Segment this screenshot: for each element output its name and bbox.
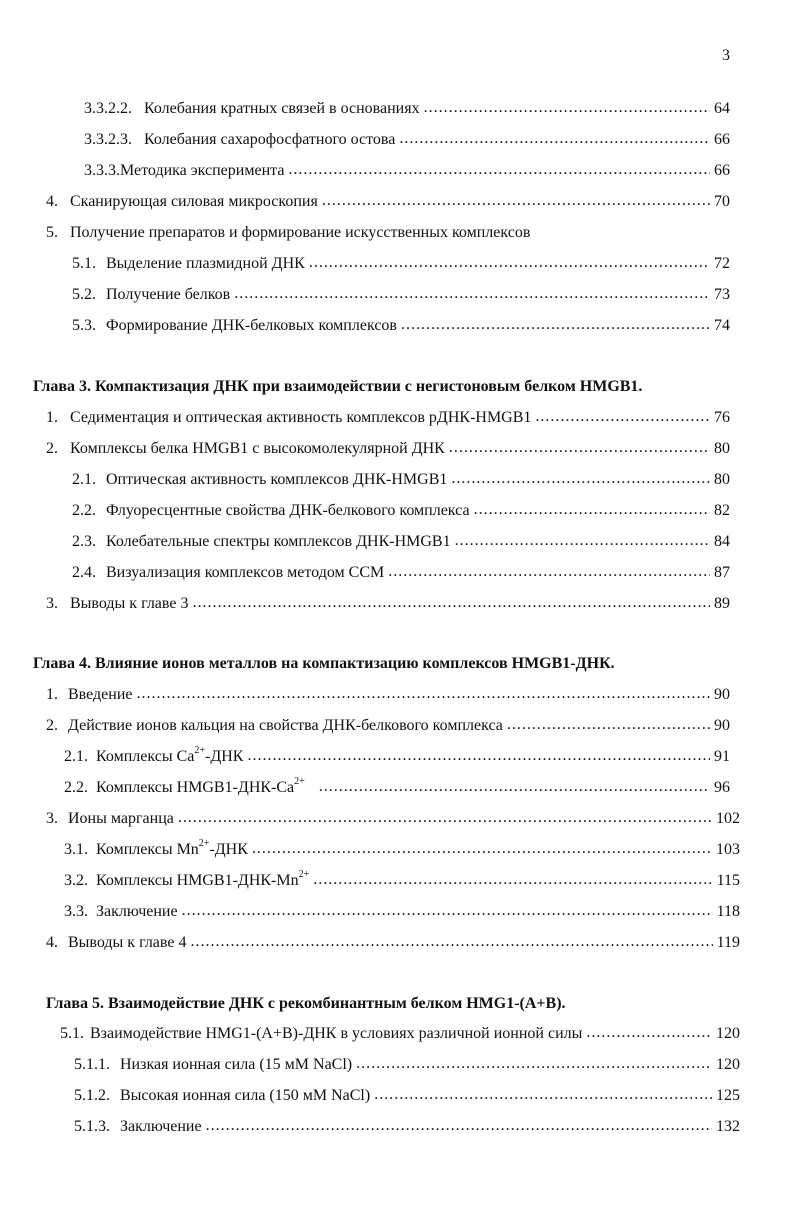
entry-title: Флуоресцентные свойства ДНК-белкового комплекса: [106, 502, 470, 519]
leader-dots: [313, 870, 712, 890]
page-number: 3: [722, 47, 730, 64]
toc-entry-ch4-2-2: [64, 775, 730, 798]
entry-title: Формирование ДНК-белковых комплексов: [106, 317, 397, 334]
entry-title: [88, 775, 305, 798]
entry-page: 96: [714, 779, 730, 796]
entry-number: 5.1.2.: [74, 1087, 110, 1104]
entry-title: Оптическая активность комплексов ДНК-HMGB1: [106, 471, 448, 488]
entry-number: 5.1.: [72, 255, 96, 272]
charge-superscript: 2+: [294, 775, 305, 787]
toc-entry-ch4-2: [46, 716, 730, 736]
leader-dots: [586, 1023, 712, 1043]
charge-superscript: 2+: [194, 744, 205, 756]
toc-entry-ch3-2-3: [72, 532, 730, 552]
entry-title: Ионы марганца: [68, 810, 174, 827]
toc-entry-ch3-1: [46, 408, 730, 428]
entry-number: 4.: [46, 934, 58, 951]
leader-dots: [535, 407, 710, 427]
leader-dots: [474, 500, 710, 520]
entry-page: 74: [714, 317, 730, 334]
entry-title-suffix: -ДНК: [209, 841, 248, 858]
entry-title-text: Комплексы Ca: [96, 748, 195, 765]
leader-dots: [206, 1116, 712, 1136]
leader-dots: [322, 191, 710, 211]
toc-entry-ch4-3-1: [64, 837, 740, 860]
toc-entry-ch3-2-2: [72, 501, 730, 521]
leader-dots: [399, 129, 710, 149]
toc-entry-ch4-4: [46, 933, 740, 953]
entry-title: Выводы к главе 3: [70, 595, 189, 612]
entry-number: 3.: [46, 595, 58, 612]
entry-title: Выводы к главе 4: [68, 934, 187, 951]
entry-title: Действие ионов кальция на свойства ДНК-белкового комплекса: [68, 717, 503, 734]
leader-dots: [182, 901, 713, 921]
leader-dots: [455, 531, 710, 551]
chapter-3-heading: Глава 3. Компактизация ДНК при взаимодействии с негистоновым белком HMGB1.: [33, 378, 643, 395]
entry-number: 5.1.: [60, 1025, 84, 1042]
entry-title: Колебательные спектры комплексов ДНК-HMGB1: [106, 533, 451, 550]
entry-number: 5.: [46, 224, 58, 241]
entry-title: Взаимодействие HMG1-(A+B)-ДНК в условиях различной ионной силы: [90, 1025, 583, 1042]
toc-entry-ch3-3: [46, 594, 730, 614]
toc-entry-ch4-3: [46, 809, 740, 829]
leader-dots: [252, 839, 712, 859]
charge-superscript: 2+: [198, 837, 210, 849]
toc-entry-4: [46, 192, 730, 212]
entry-page: 80: [714, 440, 730, 457]
leader-dots: [319, 777, 710, 797]
entry-page: 102: [716, 810, 740, 827]
entry-page: 64: [714, 100, 730, 117]
entry-number: 2.: [46, 717, 58, 734]
entry-number: 3.: [46, 810, 58, 827]
toc-entry-5-2: [72, 285, 730, 305]
entry-page: 120: [716, 1025, 740, 1042]
leader-dots: [190, 932, 712, 952]
entry-page: 90: [714, 717, 730, 734]
entry-number: 5.2.: [72, 286, 96, 303]
entry-page: 80: [714, 471, 730, 488]
toc-entry-ch3-2: [46, 439, 730, 459]
toc-entry-ch3-2-1: [72, 470, 730, 490]
toc-entry-ch5-5-1-2: [74, 1086, 740, 1106]
toc-entry-ch4-2-1: [64, 744, 730, 767]
leader-dots: [451, 469, 710, 489]
entry-title: Методика эксперимента: [120, 162, 285, 179]
entry-title: [88, 868, 310, 891]
entry-page: 90: [714, 686, 730, 703]
entry-number: 2.2.: [64, 779, 88, 796]
entry-title: Заключение: [96, 903, 178, 920]
entry-title: Сканирующая силовая микроскопия: [70, 193, 318, 210]
toc-entry-ch5-5-1-3: [74, 1117, 740, 1137]
entry-number: 3.1.: [64, 841, 88, 858]
leader-dots: [507, 715, 710, 735]
entry-number: 2.1.: [64, 748, 88, 765]
entry-number: 5.3.: [72, 317, 96, 334]
leader-dots: [424, 98, 710, 118]
leader-dots: [192, 593, 710, 613]
entry-title: Колебания кратных связей в основаниях: [144, 100, 420, 117]
entry-title: Седиментация и оптическая активность комплексов рДНК-HMGB1: [70, 409, 532, 426]
entry-page: 103: [716, 841, 740, 858]
entry-title: Получение белков: [106, 286, 231, 303]
entry-page: 73: [714, 286, 730, 303]
entry-page: 66: [714, 131, 730, 148]
entry-title: Заключение: [120, 1118, 202, 1135]
entry-title: Комплексы белка HMGB1 с высокомолекулярной ДНК: [70, 440, 445, 457]
entry-number: 1.: [46, 409, 58, 426]
entry-number: 5.1.3.: [74, 1118, 110, 1135]
leader-dots: [247, 746, 710, 766]
entry-page: 72: [714, 255, 730, 272]
entry-title: Высокая ионная сила (150 мМ NaCl): [120, 1087, 371, 1104]
entry-number: 1.: [46, 686, 58, 703]
entry-page: 82: [714, 502, 730, 519]
entry-page: 91: [714, 748, 730, 765]
chapter-5-heading: Глава 5. Взаимодействие ДНК с рекомбинантным белком HMG1-(A+B).: [46, 995, 566, 1012]
entry-number: 3.3.3.: [84, 162, 120, 179]
leader-dots: [234, 284, 710, 304]
toc-entry-3-3-2-3: [84, 130, 730, 150]
entry-page: 118: [716, 903, 740, 920]
toc-entry-5: [46, 223, 730, 243]
entry-page: 70: [714, 193, 730, 210]
toc-entry-ch4-1: [46, 685, 730, 705]
entry-number: 3.2.: [64, 872, 88, 889]
leader-dots: [309, 253, 710, 273]
entry-number: 3.3.2.3.: [84, 131, 132, 148]
leader-dots: [374, 1085, 712, 1105]
entry-title: Колебания сахарофосфатного остова: [144, 131, 396, 148]
leader-dots: [178, 808, 712, 828]
toc-entry-ch3-2-4: [72, 563, 730, 583]
leader-dots: [449, 438, 710, 458]
toc-entry-5-1: [72, 254, 730, 274]
entry-title: Получение препаратов и формирование искусственных комплексов: [70, 224, 531, 241]
entry-title-text: Комплексы HMGB1-ДНК-Ca: [96, 779, 295, 796]
entry-page: 119: [716, 934, 740, 951]
entry-number: 2.3.: [72, 533, 96, 550]
entry-number: 4.: [46, 193, 58, 210]
toc-entry-ch4-3-3: [64, 902, 740, 922]
entry-page: 76: [714, 409, 730, 426]
entry-page: 87: [714, 564, 730, 581]
leader-dots: [388, 562, 710, 582]
toc-entry-3-3-3: [84, 161, 730, 181]
toc-entry-ch5-5-1-1: [74, 1055, 740, 1075]
toc-entry-ch5-5-1: [60, 1024, 740, 1044]
entry-title-suffix: -ДНК: [204, 748, 244, 765]
leader-dots: [356, 1054, 712, 1074]
entry-title: Введение: [68, 686, 133, 703]
toc-entry-3-3-2-2: [84, 99, 730, 119]
chapter-4-heading: Глава 4. Влияние ионов металлов на компактизацию комплексов HMGB1-ДНК.: [33, 655, 615, 672]
toc-entry-5-3: [72, 316, 730, 336]
entry-title: Визуализация комплексов методом ССМ: [106, 564, 385, 581]
entry-title: [88, 837, 248, 860]
entry-page: 115: [716, 872, 740, 889]
entry-number: 2.1.: [72, 471, 96, 488]
entry-page: 89: [714, 595, 730, 612]
entry-number: 2.: [46, 440, 58, 457]
entry-number: 3.3.: [64, 903, 88, 920]
leader-dots: [137, 684, 711, 704]
entry-page: 125: [716, 1087, 740, 1104]
entry-page: 84: [714, 533, 730, 550]
entry-title: [88, 744, 244, 767]
entry-page: 132: [716, 1118, 740, 1135]
entry-title: Низкая ионная сила (15 мМ NaCl): [120, 1056, 353, 1073]
entry-title-text: Комплексы HMGB1-ДНК-Mn: [96, 872, 299, 889]
entry-number: 2.4.: [72, 564, 96, 581]
toc-entry-ch4-3-2: [64, 868, 740, 891]
entry-number: 3.3.2.2.: [84, 100, 132, 117]
entry-page: 66: [714, 162, 730, 179]
charge-superscript: 2+: [298, 868, 310, 880]
entry-title: Выделение плазмидной ДНК: [106, 255, 305, 272]
leader-dots: [288, 160, 710, 180]
leader-dots: [401, 315, 710, 335]
entry-title-text: Комплексы Mn: [96, 841, 199, 858]
entry-number: 2.2.: [72, 502, 96, 519]
entry-number: 5.1.1.: [74, 1056, 110, 1073]
entry-page: 120: [716, 1056, 740, 1073]
